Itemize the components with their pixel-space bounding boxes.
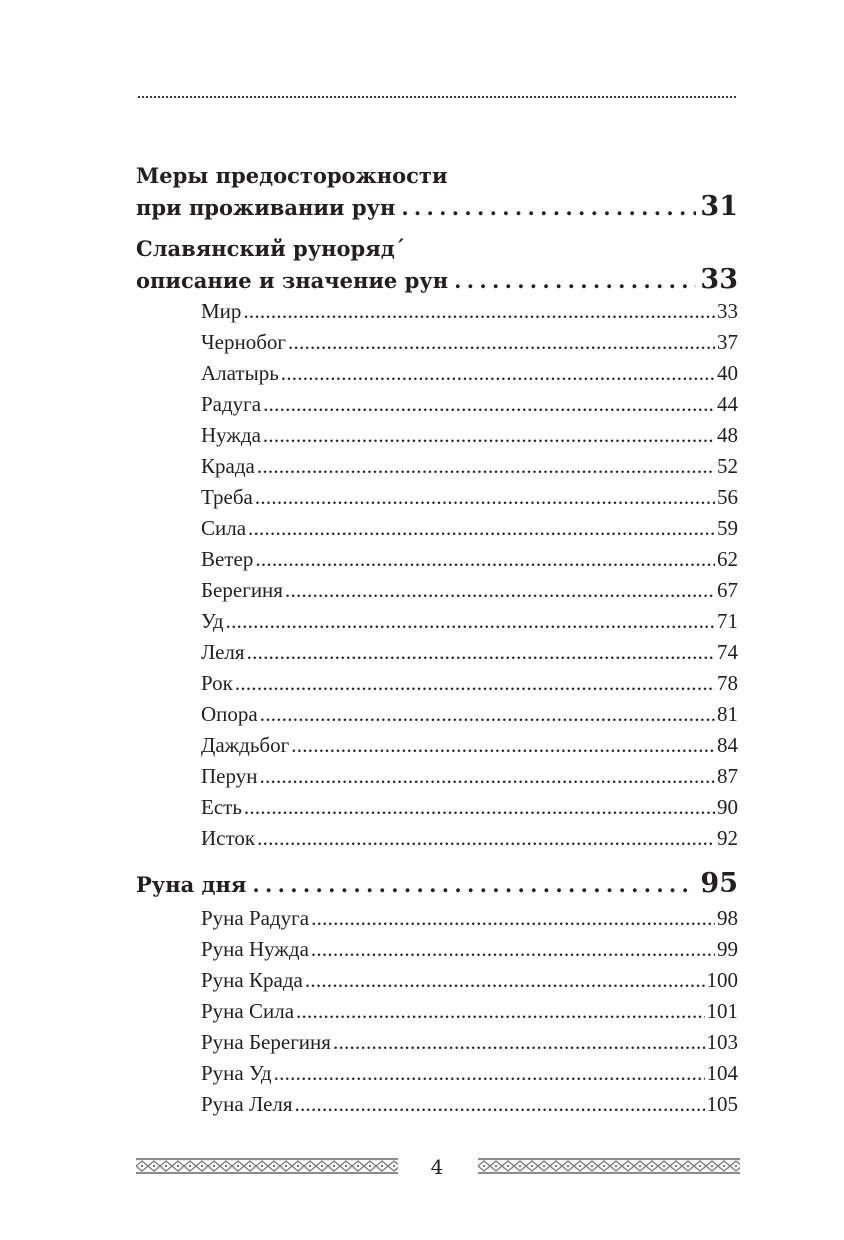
dot-leader	[291, 730, 715, 761]
dot-leader	[295, 1089, 705, 1120]
subentry-label: Берегиня	[201, 578, 283, 602]
subentry-label: Руна Леля	[201, 1092, 293, 1116]
dot-leader	[401, 192, 696, 223]
ornament-border-left	[136, 1158, 398, 1174]
toc-subentry[interactable]	[201, 513, 738, 544]
subentry-page: 78	[717, 671, 738, 695]
toc-subentry[interactable]	[201, 1027, 738, 1058]
dot-leader	[311, 934, 715, 965]
section-page-number: 33	[700, 264, 738, 295]
toc-subentry[interactable]	[201, 1058, 738, 1089]
subentry-page: 84	[717, 733, 738, 757]
toc-subentry[interactable]	[201, 358, 738, 389]
dot-leader	[235, 668, 715, 699]
subentry-page: 100	[706, 968, 738, 992]
page-number: 4	[430, 1155, 444, 1179]
subentry-page: 90	[717, 795, 738, 819]
subentry-page: 62	[717, 547, 738, 571]
dot-leader	[243, 296, 715, 327]
toc-subentry[interactable]	[201, 965, 738, 996]
subentry-label: Руна Берегиня	[201, 1030, 331, 1054]
section-page-number: 95	[700, 868, 738, 899]
top-dotted-rule	[138, 96, 736, 98]
ornament-border-right	[478, 1158, 740, 1174]
toc-subentry[interactable]	[201, 420, 738, 451]
subentry-page: 98	[717, 906, 738, 930]
subentry-label: Мир	[201, 299, 242, 323]
section-page-number: 31	[700, 191, 738, 222]
dot-leader	[244, 792, 715, 823]
subentry-label: Ветер	[201, 547, 254, 571]
toc-subentry[interactable]	[201, 606, 738, 637]
subentry-label: Руна Сила	[201, 999, 295, 1023]
toc-subentry[interactable]	[201, 823, 738, 854]
dot-leader	[281, 358, 715, 389]
subentry-label: Треба	[201, 485, 253, 509]
dot-leader	[257, 451, 715, 482]
toc-subentry[interactable]	[201, 296, 738, 327]
subentry-label: Чернобог	[201, 330, 287, 354]
section-title-line1: Руна дня	[136, 872, 247, 897]
subentry-label: Есть	[201, 795, 242, 819]
toc-subentry[interactable]	[201, 996, 738, 1027]
dot-leader	[296, 996, 704, 1027]
section-title-line1: Меры предосторожности	[136, 163, 448, 188]
subentry-page: 71	[717, 609, 738, 633]
subentry-label: Даждьбог	[201, 733, 290, 757]
toc-subentry[interactable]	[201, 575, 738, 606]
dot-leader	[255, 482, 715, 513]
toc-subentry[interactable]	[201, 389, 738, 420]
subentry-page: 99	[717, 937, 738, 961]
subentry-label: Перун	[201, 764, 258, 788]
subentry-label: Исток	[201, 826, 256, 850]
toc-subentry[interactable]	[201, 903, 738, 934]
toc-subentry[interactable]	[201, 668, 738, 699]
toc-subentry[interactable]	[201, 730, 738, 761]
dot-leader	[288, 327, 715, 358]
subentry-page: 74	[717, 640, 738, 664]
dot-leader	[311, 903, 715, 934]
subentry-page: 59	[717, 516, 738, 540]
toc-subentry[interactable]	[201, 637, 738, 668]
toc-entry[interactable]	[136, 264, 738, 296]
subentry-label: Руна Радуга	[201, 906, 310, 930]
subentry-page: 101	[706, 999, 738, 1023]
toc-subentry[interactable]	[201, 451, 738, 482]
subentry-label: Уд	[201, 609, 224, 633]
dot-leader	[263, 420, 715, 451]
dot-leader	[255, 544, 715, 575]
toc-subentry[interactable]	[201, 792, 738, 823]
dot-leader	[454, 265, 696, 296]
subentry-page: 103	[706, 1030, 738, 1054]
toc-subentry[interactable]	[201, 327, 738, 358]
toc-subentry[interactable]	[201, 1089, 738, 1120]
dot-leader	[333, 1027, 705, 1058]
subentry-page: 92	[717, 826, 738, 850]
subentry-page: 37	[717, 330, 738, 354]
toc-subentry[interactable]	[201, 544, 738, 575]
section-title-line2: при проживании рун	[136, 195, 396, 220]
subentry-page: 87	[717, 764, 738, 788]
subentry-label: Радуга	[201, 392, 262, 416]
dot-leader	[260, 699, 715, 730]
subentry-label: Руна Нужда	[201, 937, 309, 961]
dot-leader	[247, 637, 715, 668]
subentry-page: 105	[706, 1092, 738, 1116]
subentry-page: 44	[717, 392, 738, 416]
dot-leader	[226, 606, 715, 637]
subentry-page: 40	[717, 361, 738, 385]
toc-subentry[interactable]	[201, 699, 738, 730]
subentry-list	[136, 903, 738, 1120]
toc-section-precautions	[136, 160, 738, 223]
subentry-label: Леля	[201, 640, 245, 664]
toc-subentry[interactable]	[201, 482, 738, 513]
subentry-label: Опора	[201, 702, 258, 726]
subentry-list	[136, 296, 738, 854]
subentry-page: 104	[706, 1061, 738, 1085]
table-of-contents	[136, 160, 738, 1120]
subentry-label: Сила	[201, 516, 247, 540]
subentry-label: Крада	[201, 454, 255, 478]
dot-leader	[274, 1058, 705, 1089]
dot-leader	[252, 867, 696, 903]
section-title-line2: описание и значение рун	[136, 268, 449, 293]
subentry-page: 52	[717, 454, 738, 478]
subentry-label: Руна Уд	[201, 1061, 272, 1085]
dot-leader	[259, 761, 715, 792]
toc-section-rune-of-day	[136, 866, 738, 903]
dot-leader	[305, 965, 705, 996]
subentry-label: Нужда	[201, 423, 261, 447]
toc-entry[interactable]	[136, 191, 738, 223]
subentry-label: Руна Крада	[201, 968, 303, 992]
subentry-label: Рок	[201, 671, 233, 695]
toc-entry[interactable]	[136, 866, 738, 903]
subentry-label: Алатырь	[201, 361, 279, 385]
subentry-page: 81	[717, 702, 738, 726]
toc-subentry[interactable]	[201, 934, 738, 965]
section-title-line1: Славянский рунорядˊ	[136, 236, 406, 261]
toc-section-slavic-runes	[136, 233, 738, 296]
subentry-page: 67	[717, 578, 738, 602]
toc-subentry[interactable]	[201, 761, 738, 792]
subentry-page: 56	[717, 485, 738, 509]
page-footer	[0, 1152, 844, 1182]
subentry-page: 33	[717, 299, 738, 323]
dot-leader	[248, 513, 715, 544]
dot-leader	[257, 823, 715, 854]
dot-leader	[285, 575, 715, 606]
dot-leader	[263, 389, 715, 420]
subentry-page: 48	[717, 423, 738, 447]
